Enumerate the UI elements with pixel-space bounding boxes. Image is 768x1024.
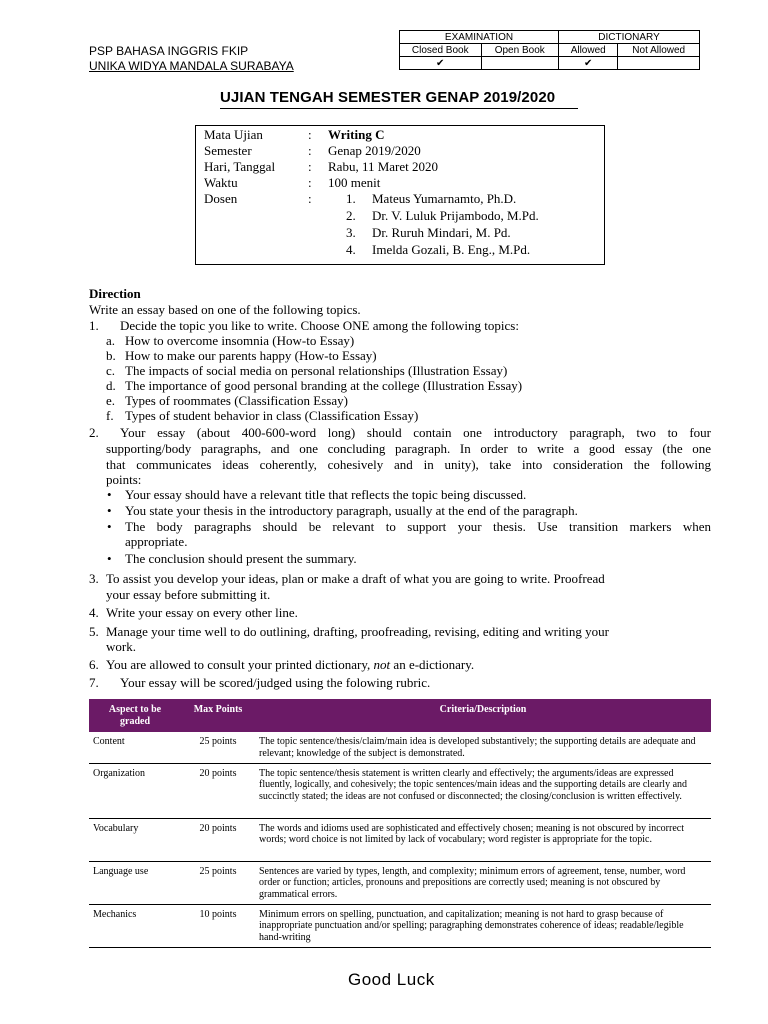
- topic-letter: f.: [106, 408, 114, 423]
- open-book-header: Open Book: [481, 44, 559, 57]
- item-number: 2.: [89, 425, 99, 440]
- institution-header: [89, 44, 294, 74]
- rubric-points: 10 points: [181, 904, 255, 947]
- info-label: Semester: [204, 143, 252, 158]
- rubric-aspect: Mechanics: [89, 904, 181, 947]
- rubric-criteria: The topic sentence/thesis/claim/main idea is developed substantively; the supporting details are adequate and relevant; knowledge of the subject is demonstrated.: [255, 732, 711, 763]
- item-text-post: an e-dictionary.: [393, 657, 475, 672]
- item-text: Decide the topic you like to write. Choose ONE among the following topics:: [120, 318, 519, 333]
- rubric-row: [89, 861, 711, 904]
- institution-university: UNIKA WIDYA MANDALA SURABAYA: [89, 59, 294, 73]
- item-text: Your essay will be scored/judged using the folowing rubric.: [120, 675, 431, 690]
- topic-letter: c.: [106, 363, 116, 378]
- open-book-mark: [481, 57, 559, 70]
- item-text-line: To assist you develop your ideas, plan or make a draft of what you are going to write. Proofread: [106, 571, 605, 586]
- not-allowed-header: Not Allowed: [618, 44, 700, 57]
- bullet-text: The body paragraphs should be relevant to support your thesis. Use transition markers when: [125, 519, 711, 534]
- rubric-header-aspect: Aspect to be graded: [89, 699, 181, 732]
- rubric-aspect: Language use: [89, 861, 181, 904]
- closed-book-checkmark: ✔: [400, 57, 482, 70]
- rubric-criteria: Sentences are varied by types, length, and complexity; minimum errors of agreement, tense, number, word order or function; articles, pronouns and prepositions are correctly used; meaning is not obscured by grammatical errors.: [255, 861, 711, 904]
- rubric-header-points: Max Points: [181, 699, 255, 732]
- info-colon: :: [308, 175, 312, 190]
- rubric-row: [89, 732, 711, 763]
- info-label: Hari, Tanggal: [204, 159, 276, 174]
- item-text-line: Manage your time well to do outlining, drafting, proofreading, revising, editing and writing your: [106, 624, 609, 639]
- item-text-line: work.: [106, 639, 136, 654]
- bullet-icon: •: [107, 487, 112, 502]
- exam-info-box: [195, 125, 605, 265]
- topic-text: Types of roommates (Classification Essay): [125, 393, 348, 408]
- info-value: Genap 2019/2020: [328, 143, 421, 158]
- rubric-aspect: Vocabulary: [89, 818, 181, 861]
- rubric-criteria: The topic sentence/thesis statement is written clearly and effectively; the arguments/ideas are expressed fluently, logically, and cohesively; the topic sentences/main ideas and the supporting details are clearly and succinctly stated; the ideas are not confused or disconnected; the closing/conclusion is written effectively.: [255, 763, 711, 818]
- item-text-line: points:: [106, 472, 142, 487]
- rubric-header-row: [89, 699, 711, 732]
- lecturer-name: Mateus Yumarnamto, Ph.D.: [372, 191, 517, 206]
- info-colon: :: [308, 159, 312, 174]
- rubric-criteria: The words and idioms used are sophisticated and effectively chosen; meaning is not obscured by incorrect words; word choice is not limited by lack of vocabulary; word register is appropriate for the topic.: [255, 818, 711, 861]
- info-label: Mata Ujian: [204, 127, 263, 142]
- topic-letter: a.: [106, 333, 116, 348]
- lecturer-number: 1.: [346, 191, 356, 206]
- item-text-emphasis: not: [373, 657, 391, 672]
- topic-text: How to make our parents happy (How-to Essay): [125, 348, 377, 363]
- rubric-aspect: Content: [89, 732, 181, 763]
- item-text-line: that communicates ideas coherently, cohesively and in unity), take into consideration the following: [106, 457, 711, 472]
- rubric-points: 20 points: [181, 763, 255, 818]
- allowed-header: Allowed: [559, 44, 618, 57]
- institution-department: PSP BAHASA INGGRIS FKIP: [89, 44, 249, 58]
- lecturer-number: 3.: [346, 225, 356, 240]
- lecturer-name: Dr. V. Luluk Prijambodo, M.Pd.: [372, 208, 539, 223]
- item-number: 4.: [89, 605, 99, 620]
- item-text-line: supporting/body paragraphs, and one concluding paragraph. In order to write a good essay (the one: [106, 441, 711, 456]
- topic-letter: e.: [106, 393, 116, 408]
- bullet-text: The conclusion should present the summary.: [125, 551, 357, 566]
- lecturer-number: 4.: [346, 242, 356, 257]
- info-colon: :: [308, 143, 312, 158]
- not-allowed-mark: [618, 57, 700, 70]
- dictionary-header: DICTIONARY: [559, 31, 700, 44]
- direction-intro: Write an essay based on one of the following topics.: [89, 302, 361, 317]
- bullet-text: Your essay should have a relevant title that reflects the topic being discussed.: [125, 487, 527, 502]
- bullet-text: You state your thesis in the introductory paragraph, usually at the end of the paragraph.: [125, 503, 578, 518]
- rubric-header-criteria: Criteria/Description: [255, 699, 711, 732]
- item-number: 1.: [89, 318, 99, 333]
- item-text: Write your essay on every other line.: [106, 605, 298, 620]
- item-text-line: Your essay (about 400-600-word long) should contain one introductory paragraph, two to four: [120, 425, 711, 440]
- examination-header: EXAMINATION: [400, 31, 559, 44]
- info-colon: :: [308, 191, 312, 206]
- topic-text: Types of student behavior in class (Classification Essay): [125, 408, 419, 423]
- rubric-points: 25 points: [181, 732, 255, 763]
- info-value: Writing C: [328, 127, 385, 142]
- rubric-row: [89, 818, 711, 861]
- item-text: [106, 657, 474, 673]
- good-luck-footer: Good Luck: [348, 970, 435, 989]
- direction-heading: Direction: [89, 286, 141, 301]
- rubric-aspect: Organization: [89, 763, 181, 818]
- rubric-points: 20 points: [181, 818, 255, 861]
- topic-text: How to overcome insomnia (How-to Essay): [125, 333, 355, 348]
- item-number: 6.: [89, 657, 99, 672]
- item-text-line: your essay before submitting it.: [106, 587, 271, 602]
- item-number: 3.: [89, 571, 99, 586]
- bullet-icon: •: [107, 503, 112, 518]
- closed-book-header: Closed Book: [400, 44, 482, 57]
- rubric-row: [89, 763, 711, 818]
- bullet-icon: •: [107, 551, 112, 566]
- allowed-checkmark: ✔: [559, 57, 618, 70]
- topic-letter: d.: [106, 378, 116, 393]
- rubric-table: [89, 699, 711, 948]
- rubric-row: [89, 904, 711, 947]
- info-value: Rabu, 11 Maret 2020: [328, 159, 438, 174]
- title-underline: [220, 108, 578, 109]
- lecturer-number: 2.: [346, 208, 356, 223]
- item-number: 5.: [89, 624, 99, 639]
- bullet-icon: •: [107, 519, 112, 534]
- item-text-pre: You are allowed to consult your printed dictionary,: [106, 657, 371, 672]
- topic-text: The impacts of social media on personal relationships (Illustration Essay): [125, 363, 508, 378]
- rubric-criteria: Minimum errors on spelling, punctuation, and capitalization; meaning is not hard to grasp because of inappropriate punctuation and/or spelling; paragraphing demonstrates coherence of ideas; readable/legible hand-writing: [255, 904, 711, 947]
- exam-title: UJIAN TENGAH SEMESTER GENAP 2019/2020: [220, 89, 556, 106]
- exam-rules-table: [399, 30, 700, 70]
- bullet-text: appropriate.: [125, 534, 188, 549]
- lecturer-name: Dr. Ruruh Mindari, M. Pd.: [372, 225, 511, 240]
- info-label: Dosen: [204, 191, 238, 206]
- rubric-points: 25 points: [181, 861, 255, 904]
- info-value: 100 menit: [328, 175, 381, 190]
- topic-text: The importance of good personal branding at the college (Illustration Essay): [125, 378, 523, 393]
- info-colon: :: [308, 127, 312, 142]
- lecturer-name: Imelda Gozali, B. Eng., M.Pd.: [372, 242, 531, 257]
- item-number: 7.: [89, 675, 99, 690]
- info-label: Waktu: [204, 175, 238, 190]
- topic-letter: b.: [106, 348, 116, 363]
